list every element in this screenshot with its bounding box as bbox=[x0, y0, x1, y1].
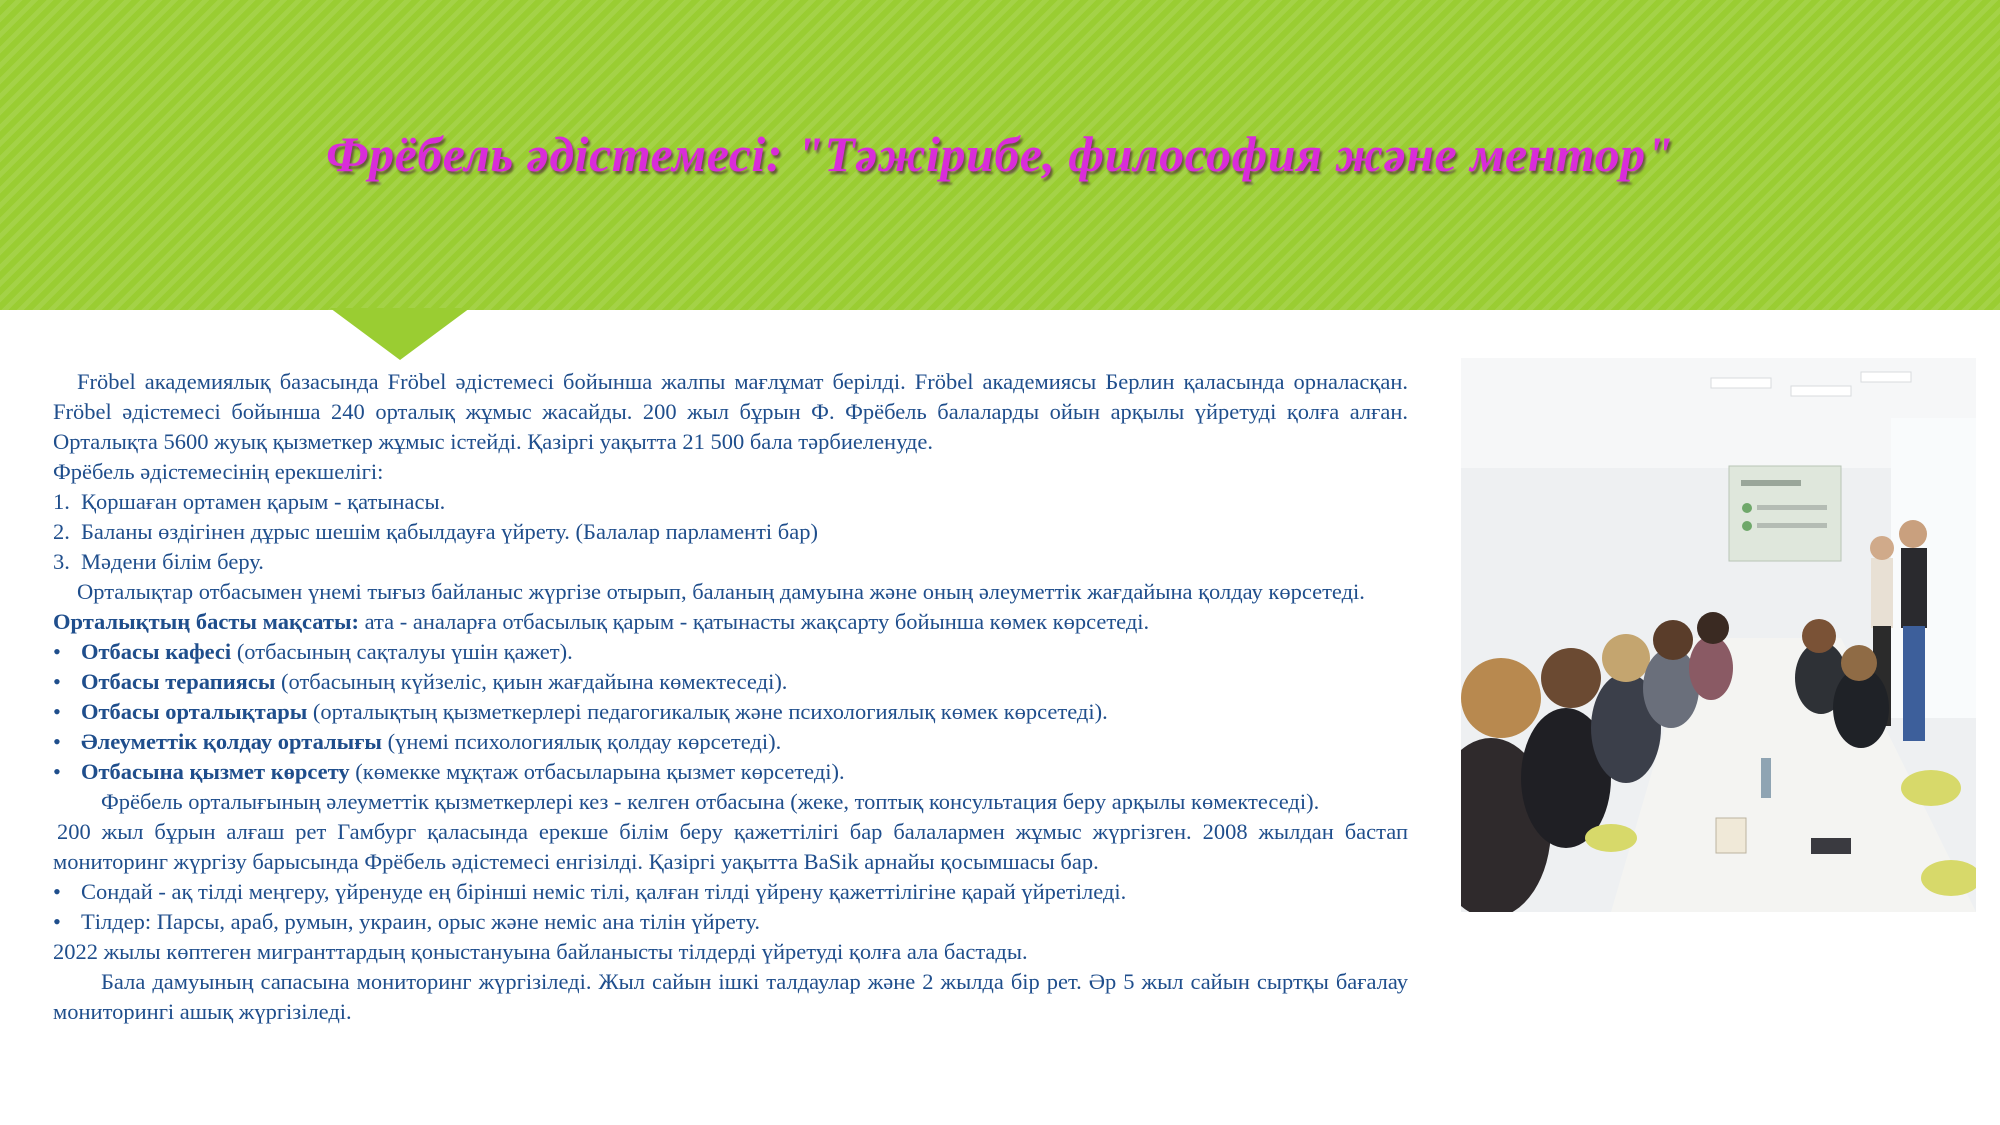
goal-text: ата - аналарға отбасылық қарым - қатынасты жақсарту бойынша көмек көрсетеді. bbox=[359, 609, 1150, 634]
migrants-paragraph: 2022 жылы көптеген мигранттардың қоныстануына байланысты тілдерді үйретуді қолға ала бастады. bbox=[53, 939, 1028, 964]
list-marker: 2. bbox=[53, 519, 70, 544]
language-item bbox=[53, 877, 1408, 907]
goal-paragraph bbox=[53, 607, 1408, 637]
service-name: Отбасы орталықтары bbox=[81, 699, 308, 724]
monitoring-paragraph: Бала дамуының сапасына мониторинг жүргізіледі. Жыл сайын ішкі талдаулар және 2 жылда бір рет. Әр 5 жыл сайын сыртқы бағалау мониторингі ашық жүргізіледі. bbox=[53, 969, 1408, 1024]
features-heading: Фрёбель әдістемесінің ерекшелігі: bbox=[53, 459, 384, 484]
service-desc: (отбасының сақталуы үшін қажет). bbox=[231, 639, 573, 664]
intro-paragraph: Fröbel академиялық базасында Fröbel әдістемесі бойынша жалпы мағлұмат берілді. Fröbel академиясы Берлин қаласында орналасқан. Fröbel әдістемесі бойынша 240 орталық жұмыс жасайды. 200 жыл бұрын Ф. Фрёбель балаларды ойын арқылы үйретуді қолға алған. Орталықта 5600 жуық қызметкер жұмыс істейді. Қазіргі уақытта 21 500 бала тәрбиеленуде. bbox=[53, 369, 1408, 454]
feature-item bbox=[53, 517, 1408, 547]
bullet: • bbox=[53, 669, 61, 694]
service-desc: (көмекке мұқтаж отбасыларына қызмет көрсетеді). bbox=[349, 759, 845, 784]
service-item bbox=[53, 667, 1408, 697]
social-workers-paragraph: Фрёбель орталығының әлеуметтік қызметкерлері кез - келген отбасына (жеке, топтық консультация беру арқылы көмектеседі). bbox=[101, 789, 1320, 814]
service-desc: (отбасының күйзеліс, қиын жағдайына көмектеседі). bbox=[275, 669, 788, 694]
goal-label: Орталықтың басты мақсаты: bbox=[53, 609, 360, 634]
bullet: • bbox=[53, 639, 61, 664]
service-item bbox=[53, 697, 1408, 727]
list-marker: 1. bbox=[53, 489, 70, 514]
language-item bbox=[53, 907, 1408, 937]
service-name: Отбасына қызмет көрсету bbox=[81, 759, 350, 784]
bullet: • bbox=[53, 729, 61, 754]
feature-text: Баланы өздігінен дұрыс шешім қабылдауға үйрету. (Балалар парламенті бар) bbox=[81, 519, 818, 544]
feature-item bbox=[53, 547, 1408, 577]
language-text: Тілдер: Парсы, араб, румын, украин, орыс және неміс ана тілін үйрету. bbox=[81, 909, 760, 934]
bullet: • bbox=[53, 879, 61, 904]
service-name: Әлеуметтік қолдау орталығы bbox=[81, 729, 383, 754]
feature-item bbox=[53, 487, 1408, 517]
bullet: • bbox=[53, 699, 61, 724]
service-item bbox=[53, 757, 1408, 787]
seminar-photo bbox=[1461, 358, 1976, 912]
slide-title: Фрёбель әдістемесі: "Тәжірибе, философия және ментор" bbox=[326, 126, 1674, 182]
main-text bbox=[53, 367, 1408, 1027]
banner-notch bbox=[330, 308, 470, 360]
service-name: Отбасы кафесі bbox=[81, 639, 232, 664]
service-name: Отбасы терапиясы bbox=[81, 669, 276, 694]
bullet: • bbox=[53, 759, 61, 784]
service-desc: (орталықтың қызметкерлері педагогикалық және психологиялық көмек көрсетеді). bbox=[307, 699, 1108, 724]
service-item bbox=[53, 637, 1408, 667]
list-marker: 3. bbox=[53, 549, 70, 574]
service-item bbox=[53, 727, 1408, 757]
feature-text: Қоршаған ортамен қарым - қатынасы. bbox=[81, 489, 446, 514]
language-text: Сондай - ақ тілді меңгеру, үйренуде ең бірінші неміс тілі, қалған тілді үйрену қажеттілігіне қарай үйретіледі. bbox=[81, 879, 1127, 904]
feature-text: Мәдени білім беру. bbox=[81, 549, 264, 574]
bullet: • bbox=[53, 909, 61, 934]
service-desc: (үнемі психологиялық қолдау көрсетеді). bbox=[382, 729, 782, 754]
hamburg-paragraph: 200 жыл бұрын алғаш рет Гамбург қаласында ерекше білім беру қажеттілігі бар балалармен жұмыс жүргізген. 2008 жылдан бастап мониторинг жүргізу барысында Фрёбель әдістемесі енгізілді. Қазіргі уақытта BaSik арнайы қосымшасы бар. bbox=[53, 819, 1408, 874]
centers-family-paragraph: Орталықтар отбасымен үнемі тығыз байланыс жүргізе отырып, баланың дамуына және оның әлеуметтік жағдайына қолдау көрсетеді. bbox=[77, 579, 1365, 604]
